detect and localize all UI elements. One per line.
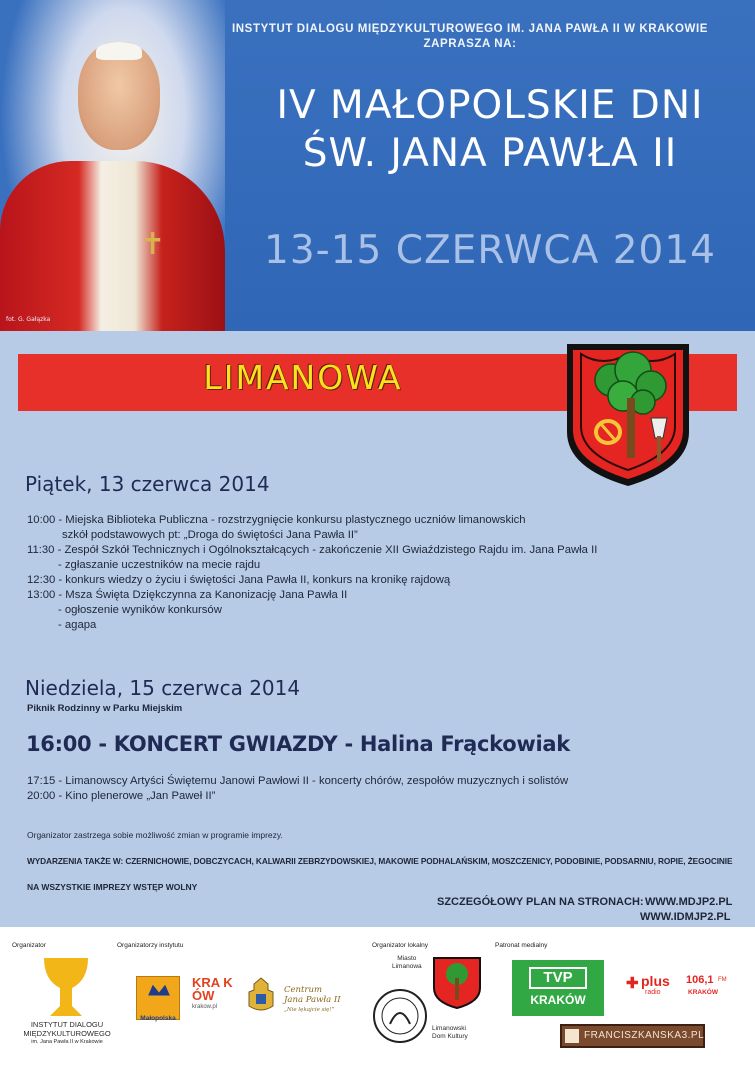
event-title-line1: IV MAŁOPOLSKIE DNI — [276, 83, 704, 128]
organizer-note: Organizator zastrzega sobie możliwość zmian w programie imprezy. — [27, 830, 283, 840]
photo-credit: fot. G. Gałązka — [6, 316, 51, 323]
local-organizer-label: Organizator lokalny — [372, 942, 428, 949]
list-item: 11:30 - Zespół Szkół Technicznych i Ogólnokształcących - zakończenie XII Gwiaździstego Rajdu im. Jana Pawła II — [27, 544, 598, 556]
sunday-subheading: Piknik Rodzinny w Parku Miejskim — [27, 703, 183, 714]
event-title — [240, 82, 740, 178]
sunday-program-list — [27, 774, 568, 804]
concert-headline: 16:00 - KONCERT GWIAZDY - Halina Frąckowiak — [26, 732, 570, 756]
plus-cross-icon: ✚ — [626, 975, 639, 992]
limanowa-coat-of-arms-icon — [563, 340, 693, 488]
media-patronage-label: Patronat medialny — [495, 942, 548, 949]
list-item: 20:00 - Kino plenerowe „Jan Paweł II” — [27, 790, 216, 802]
tvp-logo-text: TVP — [529, 967, 587, 989]
tvp-krakow-logo — [512, 960, 604, 1016]
idm-chalice-logo-icon — [42, 954, 90, 1020]
friday-heading: Piątek, 13 czerwca 2014 — [25, 472, 270, 496]
franciszkanska-mark-icon — [565, 1029, 579, 1043]
plus-radio-fm: FM — [718, 977, 727, 983]
town-name: LIMANOWA — [203, 358, 403, 397]
institute-name: INSTYTUT DIALOGU MIĘDZYKULTUROWEGO IM. JANA PAWŁA II W KRAKOWIE — [231, 23, 709, 35]
papal-coat-icon — [246, 976, 276, 1016]
event-title-line2: ŚW. JANA PAWŁA II — [302, 131, 678, 176]
malopolska-logo — [136, 976, 180, 1020]
list-item: - ogłoszenie wyników konkursów — [58, 604, 222, 616]
krakow-url: krakow.pl — [192, 1004, 218, 1010]
website-link-idmjp2[interactable]: WWW.IDMJP2.PL — [640, 911, 731, 923]
miasto-line1: Miasto — [397, 955, 417, 962]
krakow-logo-text: KRA KÓW — [192, 975, 233, 1003]
centrum-line2: Jana Pawła II — [284, 995, 341, 1005]
centrum-line1: Centrum — [284, 985, 323, 995]
plus-radio-city: KRAKÓW — [688, 989, 718, 996]
franciszkanska-logo — [560, 1024, 705, 1048]
free-entry: NA WSZYSTKIE IMPREZY WSTĘP WOLNY — [27, 882, 198, 892]
event-dates: 13-15 CZERWCA 2014 — [264, 228, 716, 273]
plus-radio-name: plus — [641, 973, 670, 989]
other-locations: WYDARZENIA TAKŻE W: CZERNICHOWIE, DOBCZYCACH, KALWARII ZEBRZYDOWSKIEJ, MAKOWIE PODHALAŃSKIM, MOSZCZENICY, PODOBINIE, PODSARNIU, ROPIE, ŻEGOCINIE — [27, 856, 733, 866]
dom-line2: Dom Kultury — [432, 1033, 468, 1040]
portrait-robe — [0, 161, 225, 331]
idm-name-line2: MIĘDZYKULTUROWEGO — [23, 1029, 111, 1038]
list-item: - zgłaszanie uczestników na mecie rajdu — [58, 559, 261, 571]
dom-kultury-seal-icon — [372, 988, 428, 1044]
dom-kultury-label — [432, 1025, 468, 1041]
dom-line1: Limanowski — [432, 1025, 466, 1032]
plus-radio-logo — [626, 974, 736, 1004]
list-item: - agapa — [58, 619, 97, 631]
malopolska-crown-icon — [137, 977, 181, 1011]
centrum-line3: „Nie lękajcie się!” — [284, 1007, 335, 1013]
idm-name-line3: im. Jana Pawła II w Krakowie — [31, 1039, 103, 1045]
list-item: 13:00 - Msza Święta Dziękczynna za Kanonizację Jana Pawła II — [27, 589, 348, 601]
list-item: 10:00 - Miejska Biblioteka Publiczna - rozstrzygnięcie konkursu plastycznego uczniów limanowskich — [27, 514, 526, 526]
friday-program-list — [27, 513, 597, 633]
organizer-label: Organizator — [12, 942, 46, 949]
institute-organizers-label: Organizatorzy instytutu — [117, 942, 184, 949]
list-item: 12:30 - konkurs wiedzy o życiu i świętości Jana Pawła II, konkurs na kronikę rajdową — [27, 574, 451, 586]
website-link-mdjp2[interactable]: WWW.MDJP2.PL — [645, 896, 733, 908]
portrait-zucchetto — [96, 42, 142, 60]
franciszkanska-text: FRANCISZKANSKA3.PL — [584, 1030, 705, 1041]
idm-logo-text — [12, 1020, 122, 1047]
list-item: szkół podstawowych pt: „Droga do świętości Jana Pawła II” — [62, 529, 358, 541]
idm-name-line1: INSTYTUT DIALOGU — [30, 1020, 104, 1029]
plus-radio-frequency: 106,1 — [686, 974, 714, 986]
sunday-heading: Niedziela, 15 czerwca 2014 — [25, 676, 301, 700]
plus-radio-sub: radio — [645, 989, 661, 996]
invite-text: ZAPRASZA NA: — [423, 38, 517, 50]
tvp-krakow-text: KRAKÓW — [530, 993, 586, 1007]
miasto-line2: Limanowa — [392, 963, 422, 970]
krakow-logo — [192, 976, 234, 1018]
miasto-limanowa-label — [392, 955, 422, 971]
institute-invite — [190, 22, 750, 52]
limanowa-small-crest-icon — [432, 956, 482, 1010]
cross-icon: ✝ — [140, 227, 166, 262]
list-item: 17:15 - Limanowscy Artyści Świętemu Janowi Pawłowi II - koncerty chórów, zespołów muzycznych i solistów — [27, 775, 569, 787]
malopolska-text: Małopolska — [140, 1015, 176, 1022]
plan-label: SZCZEGÓŁOWY PLAN NA STRONACH: — [437, 896, 644, 908]
centrum-jp2-text — [284, 985, 341, 1015]
